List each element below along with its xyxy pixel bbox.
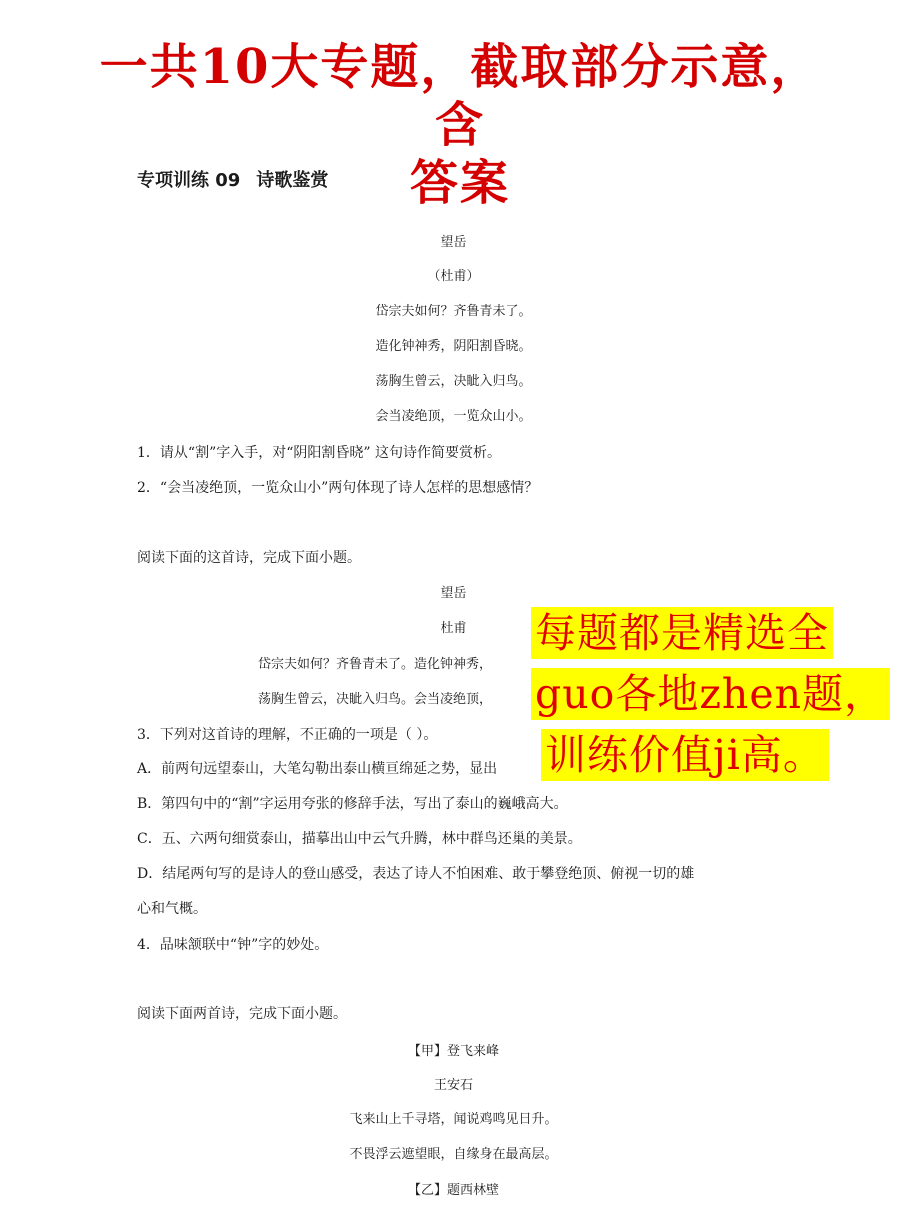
poem2-line-2: 荡胸生曾云，决眦入归鸟。会当凌绝顶，: [258, 692, 493, 707]
question-2: 2．“会当凌绝顶，一览众山小”两句体现了诗人怎样的思想感情？: [137, 480, 539, 496]
part3-intro: 阅读下面两首诗，完成下面小题。: [137, 1006, 347, 1022]
poem2-author: 杜甫: [440, 621, 467, 636]
poem1-line-3: 荡胸生曾云，决眦入归鸟。: [375, 374, 532, 389]
poemB-title: 【乙】题西林壁: [407, 1183, 499, 1198]
overlay-line-2: guo各地zhen题，: [531, 668, 890, 720]
question-3: 3．下列对这首诗的理解，不正确的一项是（ ）。: [137, 727, 438, 743]
poem1-author: （杜甫）: [427, 269, 480, 284]
part2-intro: 阅读下面的这首诗，完成下面小题。: [137, 550, 361, 566]
option-d-line-1: D．结尾两句写的是诗人的登山感受，表达了诗人不怕困难、敢于攀登绝顶、俯视一切的雄: [137, 866, 695, 882]
option-d-line-2: 心和气概。: [137, 901, 207, 917]
question-4: 4．品味颔联中“钟”字的妙处。: [137, 937, 329, 953]
option-a: A．前两句远望泰山，大笔勾勒出泰山横亘绵延之势，显出: [137, 761, 498, 777]
section-code: 专项训练 09: [137, 170, 241, 191]
poem2-title: 望岳: [440, 586, 467, 601]
poemA-author: 王安石: [433, 1078, 473, 1093]
banner-line-1: 一共10大专题，截取部分示意，含: [99, 39, 821, 153]
question-1: 1．请从“割”字入手，对“阴阳割昏晓” 这句诗作简要赏析。: [137, 445, 501, 461]
poemA-line-1: 飞来山上千寻塔，闻说鸡鸣见日升。: [349, 1112, 558, 1127]
section-title: [137, 166, 328, 192]
poem1-title: 望岳: [440, 235, 467, 250]
overlay-line-3: 训练价值ji高。: [541, 729, 829, 781]
section-name: 诗歌鉴赏: [256, 170, 329, 191]
poemA-line-2: 不畏浮云遮望眼，自缘身在最高层。: [349, 1147, 558, 1162]
option-b: B．第四句中的“割”字运用夸张的修辞手法，写出了泰山的巍峨高大。: [137, 796, 568, 812]
poem1-line-4: 会当凌绝顶，一览众山小。: [375, 409, 532, 424]
poem1-line-1: 岱宗夫如何？齐鲁青未了。: [375, 304, 532, 319]
overlay-line-1: 每题都是精选全: [531, 607, 833, 659]
poem1-line-2: 造化钟神秀，阴阳割昏晓。: [375, 339, 532, 354]
poem2-line-1: 岱宗夫如何？齐鲁青未了。造化钟神秀，: [258, 657, 493, 672]
option-c: C．五、六两句细赏泰山，描摹出山中云气升腾，林中群鸟还巢的美景。: [137, 831, 582, 847]
banner-line-2: 答案: [409, 155, 510, 211]
poemA-title: 【甲】登飞来峰: [407, 1044, 499, 1059]
